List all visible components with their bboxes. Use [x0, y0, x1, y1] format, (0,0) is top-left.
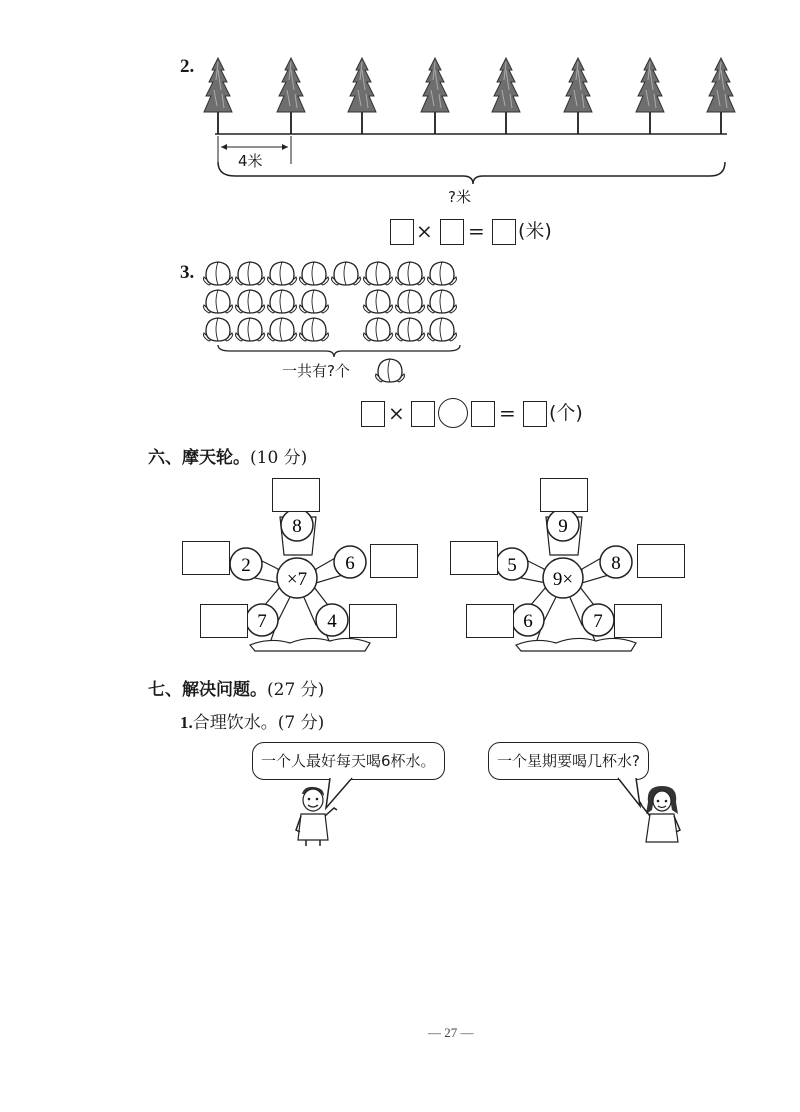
wheel1-answer-bottom-right[interactable]	[349, 604, 397, 638]
wheel2-answer-left[interactable]	[450, 541, 498, 575]
total-label: ?米	[448, 188, 471, 206]
wheel2-center: 9×	[552, 569, 574, 590]
wheel1-left: 2	[241, 555, 251, 576]
wheel2-right: 8	[611, 553, 621, 574]
bubble-tails	[300, 776, 680, 816]
problem-3-number: 3.	[180, 262, 195, 283]
total-brace	[218, 162, 725, 184]
wheel1-top: 8	[292, 516, 302, 537]
wheel1-center: ×7	[286, 569, 308, 590]
peach-row-2	[204, 290, 457, 313]
tree-5	[492, 58, 520, 134]
peach-question: 一共有?个	[282, 362, 350, 380]
speech-bubble-right: 一个星期要喝几杯水?	[488, 742, 649, 780]
tree-3	[348, 58, 376, 134]
answer-box-3d[interactable]	[523, 401, 547, 427]
page-number: — 27 —	[428, 1025, 474, 1040]
segment-label: 4米	[238, 152, 263, 170]
answer-box-3a[interactable]	[361, 401, 385, 427]
tree-6	[564, 58, 592, 134]
tree-8	[707, 58, 735, 134]
peach-row-1	[204, 262, 457, 285]
wheel2-top: 9	[558, 516, 568, 537]
unit-pieces: (个)	[549, 402, 583, 424]
girl-illustration	[636, 784, 686, 846]
wheel2-bottom-right: 7	[593, 611, 603, 632]
question-1-number: 1.	[180, 713, 193, 732]
tree-1	[204, 58, 232, 134]
question-1-heading	[180, 708, 324, 733]
answer-box-2a[interactable]	[390, 219, 414, 245]
wheel1-answer-top[interactable]	[272, 478, 320, 512]
wheel2-answer-bottom-right[interactable]	[614, 604, 662, 638]
equals-sign-3: =	[499, 401, 516, 425]
tree-4	[421, 58, 449, 134]
problem-2-number: 2.	[180, 56, 195, 77]
boy-illustration	[288, 784, 340, 846]
times-sign: ×	[416, 219, 433, 243]
peach-row-3	[204, 318, 457, 341]
answer-box-3b[interactable]	[411, 401, 435, 427]
wheel1-bottom-right: 4	[327, 611, 337, 632]
section-7-points: (27 分)	[267, 680, 325, 700]
wheel2-left: 5	[507, 555, 517, 576]
section-6-heading	[148, 443, 307, 468]
tree-row-diagram	[195, 50, 755, 210]
peach-brace	[218, 345, 460, 357]
wheel2-answer-right[interactable]	[637, 544, 685, 578]
wheel2-bottom-left: 6	[523, 611, 533, 632]
section-6-title: 六、摩天轮。	[148, 448, 250, 468]
wheel2-answer-top[interactable]	[540, 478, 588, 512]
section-6-points: (10 分)	[250, 448, 308, 468]
wheel1-answer-bottom-left[interactable]	[200, 604, 248, 638]
equals-sign: =	[468, 219, 485, 243]
operator-circle[interactable]	[438, 398, 468, 428]
wheel1-answer-left[interactable]	[182, 541, 230, 575]
section-7-title: 七、解决问题。	[148, 680, 267, 700]
wheel1-bottom-left: 7	[257, 611, 267, 632]
answer-box-3c[interactable]	[471, 401, 495, 427]
question-1-points: (7 分)	[277, 713, 325, 733]
question-1-title: 合理饮水。	[192, 713, 278, 733]
speech-bubble-left: 一个人最好每天喝6杯水。	[252, 742, 445, 780]
tree-2	[277, 58, 305, 134]
answer-box-2b[interactable]	[440, 219, 464, 245]
wheel1-right: 6	[345, 553, 355, 574]
answer-box-2c[interactable]	[492, 219, 516, 245]
section-7-heading	[148, 675, 324, 700]
tree-7	[636, 58, 664, 134]
times-sign-3: ×	[388, 401, 405, 425]
wheel1-answer-right[interactable]	[370, 544, 418, 578]
peach-icon	[370, 356, 410, 384]
wheel2-answer-bottom-left[interactable]	[466, 604, 514, 638]
unit-meters: (米)	[518, 220, 552, 242]
